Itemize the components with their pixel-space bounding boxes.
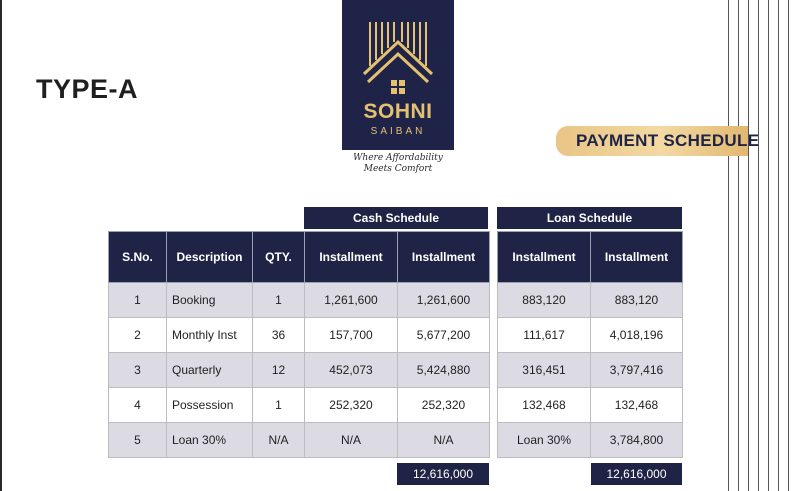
page-title: TYPE-A — [36, 74, 139, 104]
cell-qty: 36 — [253, 318, 305, 353]
col-sno: S.No. — [109, 232, 167, 283]
col-cash-total: Installment — [398, 232, 490, 283]
cash-schedule-header: Cash Schedule — [304, 207, 488, 229]
cell-description: Monthly Inst — [167, 318, 253, 353]
logo-tagline — [342, 153, 454, 175]
col-cash-installment: Installment — [305, 232, 398, 283]
cell-sno: 3 — [109, 353, 167, 388]
cell-qty: 1 — [253, 388, 305, 423]
cell-cash-installment: 252,320 — [305, 388, 398, 423]
cell-loan-installment: 883,120 — [498, 283, 591, 318]
cash-schedule-table — [108, 231, 490, 458]
logo-subname: SAIBAN — [370, 126, 426, 137]
cell-sno: 2 — [109, 318, 167, 353]
loan-grand-total: 12,616,000 — [591, 463, 682, 485]
cell-sno: 5 — [109, 423, 167, 458]
cell-cash-installment: 452,073 — [305, 353, 398, 388]
col-qty: QTY. — [253, 232, 305, 283]
cell-description: Booking — [167, 283, 253, 318]
cell-cash-installment: 157,700 — [305, 318, 398, 353]
table-row — [109, 388, 490, 423]
table-header-row — [109, 232, 490, 283]
cell-cash-installment: 1,261,600 — [305, 283, 398, 318]
cell-loan-installment: 316,451 — [498, 353, 591, 388]
cash-grand-total: 12,616,000 — [397, 463, 489, 485]
cell-loan-total: 4,018,196 — [591, 318, 683, 353]
col-description: Description — [167, 232, 253, 283]
house-icon — [342, 0, 454, 100]
logo-name: SOHNI — [363, 100, 433, 123]
cell-description: Possession — [167, 388, 253, 423]
table-row — [498, 318, 683, 353]
cell-loan-installment: Loan 30% — [498, 423, 591, 458]
cell-description: Loan 30% — [167, 423, 253, 458]
cell-loan-installment: 111,617 — [498, 318, 591, 353]
decorative-vertical-lines — [726, 0, 796, 491]
cell-loan-total: 3,797,416 — [591, 353, 683, 388]
table-row — [109, 423, 490, 458]
table-row — [498, 283, 683, 318]
col-loan-total: Installment — [591, 232, 683, 283]
cell-cash-installment: N/A — [305, 423, 398, 458]
brand-logo — [342, 0, 454, 150]
cell-cash-total: 252,320 — [398, 388, 490, 423]
cell-cash-total: 5,677,200 — [398, 318, 490, 353]
cell-qty: 12 — [253, 353, 305, 388]
table-row — [498, 353, 683, 388]
cell-cash-total: 1,261,600 — [398, 283, 490, 318]
table-row — [498, 388, 683, 423]
cell-sno: 4 — [109, 388, 167, 423]
loan-schedule-table — [497, 231, 683, 458]
table-row — [109, 318, 490, 353]
cell-cash-total: N/A — [398, 423, 490, 458]
table-header-row — [498, 232, 683, 283]
cell-description: Quarterly — [167, 353, 253, 388]
cell-loan-total: 883,120 — [591, 283, 683, 318]
cell-qty: 1 — [253, 283, 305, 318]
cell-loan-total: 3,784,800 — [591, 423, 683, 458]
cell-cash-total: 5,424,880 — [398, 353, 490, 388]
loan-schedule-header: Loan Schedule — [497, 207, 682, 229]
table-row — [498, 423, 683, 458]
table-row — [109, 353, 490, 388]
cell-sno: 1 — [109, 283, 167, 318]
page-left-border — [0, 0, 2, 491]
tagline-line-2: Meets Comfort — [363, 164, 433, 174]
table-row — [109, 283, 490, 318]
cell-loan-total: 132,468 — [591, 388, 683, 423]
cell-loan-installment: 132,468 — [498, 388, 591, 423]
payment-schedule-title: PAYMENT SCHEDULE — [576, 131, 760, 150]
tagline-line-1: Where Affordability — [353, 153, 443, 163]
cell-qty: N/A — [253, 423, 305, 458]
col-loan-installment: Installment — [498, 232, 591, 283]
